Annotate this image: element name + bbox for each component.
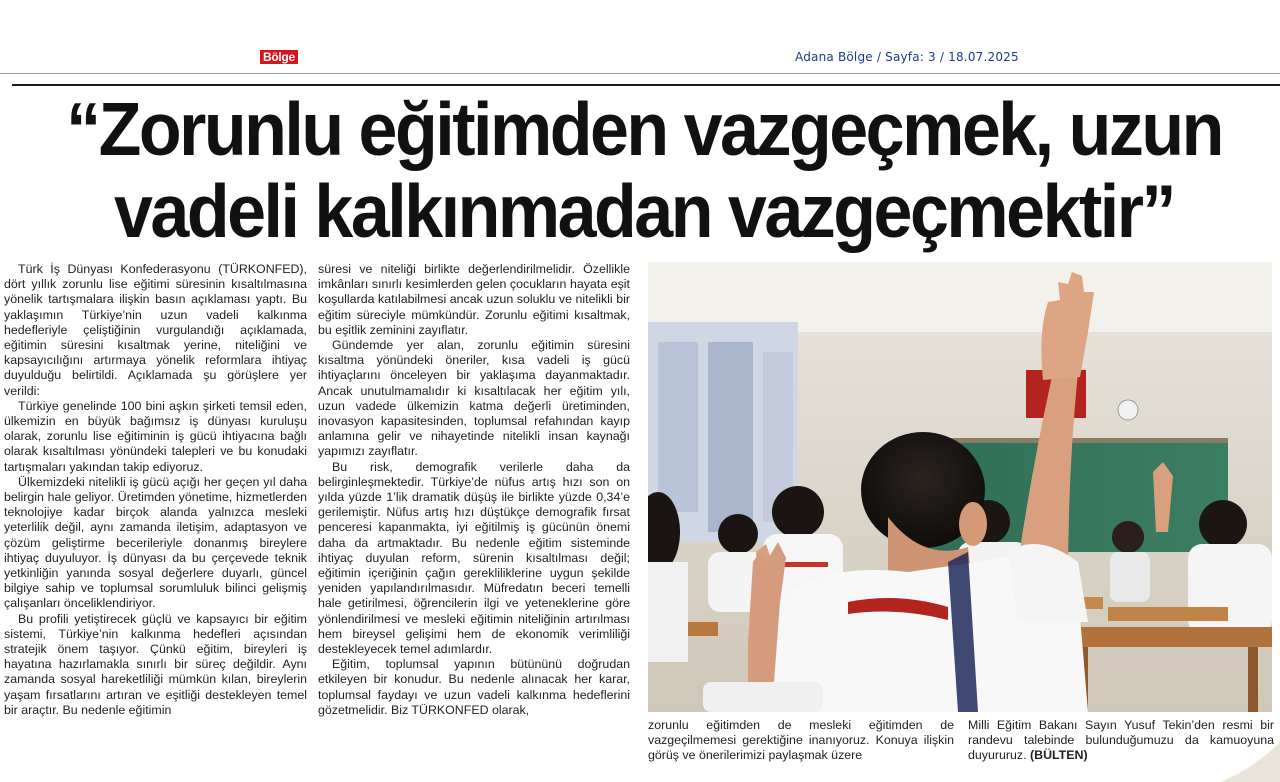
paragraph: Türkiye genelinde 100 bini aşkın şirketi temsil eden, ülkemizin en büyük bağımsız iş dünyası kuruluşu olarak, zorunlu lise eğitiminin iş gücü ihtiyacına bağlı olarak kısaltılması yönündeki talepleri ve bu konudaki tartışmaları yakından takip ediyoruz.	[4, 398, 307, 474]
issue-info: Adana Bölge / Sayfa: 3 / 18.07.2025	[795, 50, 1019, 64]
article-column-1	[4, 262, 307, 718]
header-rule	[0, 73, 1280, 74]
newspaper-logo: Bölge	[260, 50, 298, 64]
article-column-2	[318, 262, 630, 718]
closing-paragraph: Milli Eğitim Bakanı Sayın Yusuf Tekin’den resmi bir randevu talebinde bulunduğumuzu da kamuoyuna duyururuz.	[968, 718, 1274, 763]
paragraph: Ülkemizdeki nitelikli iş gücü açığı her geçen yıl daha belirgin hale geliyor. Üretimden yönetime, hizmetlerden teknolojiye kadar birçok alanda yalnızca mesleki yeterlilik değil, aynı zamanda iletişim, adaptasyon ve çözüm geliştirme becerileriyle donanmış bireylere ihtiyaç duyuluyor. İş dünyası da bu çerçevede teknik yetkinliğin yanında sosyal değerlere duyarlı, güncel bilgiye sahip ve toplumsal sorumluluk bilinci gelişmiş çalışanları önceliklendiriyor.	[4, 474, 307, 611]
headline-rule	[12, 84, 1280, 86]
paragraph: Bu risk, demografik verilerle daha da belirginleşmektedir. Türkiye’de nüfus artış hızı son on yılda yüzde 1’lik dramatik düşüş ile birlikte yüzde 0,34’e gerilemiştir. Nüfus artış hızı düştükçe demografik fırsat penceresi kapanmakta, iyi eğitilmiş iş gücünün önemi daha da artmaktadır. Bu nedenle eğitim sisteminde ihtiyaç duyulan reform, sürenin kısaltılması değil; eğitimin içeriğinin çağın gerekliliklerine uygun şekilde yeniden yapılandırılmasıdır. Müfredatın beceri temelli hale getirilmesi, öğrencilerin ilgi ve yeteneklerine göre yönlendirilmesi ve mesleki eğitimin niteliğinin artırılması hem bireysel gelişimi hem de ekonomik verimliliği destekleyecek temel adımlardır.	[318, 459, 630, 657]
classroom-photo	[648, 262, 1272, 712]
paragraph: Gündemde yer alan, zorunlu eğitimin süresini kısaltma yönündeki öneriler, kısa vadeli iş gücü ihtiyaçlarını önceleyen bir yaklaşıma dayanmaktadır. Ancak unutulmamalıdır ki kısaltılacak her eğitim yılı, uzun vadede ülkemizin katma değerli üretiminden, inovasyon kapasitesinden, toplumsal refahından kayıp anlamına gelir ve nihayetinde nitelikli insan kaynağı yapımızı zayıflatır.	[318, 338, 630, 459]
paragraph: Eğitim, toplumsal yapının bütününü doğrudan etkileyen bir konudur. Bu nedenle alınacak her karar, toplumsal faydayı ve uzun vadeli kalkınma hedeflerini gözetmelidir. Biz TÜRKONFED olarak,	[318, 657, 630, 717]
article-headline: “Zorunlu eğitimden vazgeçmek, uzun vadeli kalkınmadan vazgeçmektir”	[66, 86, 1222, 254]
paragraph: Bu profili yetiştirecek güçlü ve kapsayıcı bir eğitim sistemi, Türkiye’nin kalkınma hedefleri açısından stratejik önem taşıyor. Çünkü eğitim, bireyleri iş hayatına hazırlamakla sınırlı bir süreç değildir. Aynı zamanda sosyal hareketliliği mümkün kılan, bireylerin yaşam fırsatlarını artıran ve eşitliği destekleyen temel bir araçtır. Bu nedenle eğitimin	[4, 611, 307, 717]
paragraph: Türk İş Dünyası Konfederasyonu (TÜRKONFED), dört yıllık zorunlu lise eğitimi süresinin kısaltılmasına yönelik tartışmalara ilişkin basın açıklaması yaptı. Bu yaklaşımın Türkiye’nin uzun vadeli kalkınma hedefleriyle çeliştiğinin vurgulandığı açıklamada, eğitimin süresini kısaltmak yerine, niteliğini ve kapsayıcılığını artırmaya yönelik reformlara ihtiyaç duyulduğu belirtildi. Açıklamada şu görüşlere yer verildi:	[4, 262, 307, 398]
page-header	[0, 0, 1280, 74]
page-curl-decoration	[1220, 742, 1280, 782]
article-bottom-left: zorunlu eğitimden de mesleki eğitimden de vazgeçilmemesi gerektiğine inanıyoruz. Konuya ilişkin görüş ve önerilerimizi paylaşmak üzere	[648, 718, 954, 763]
paragraph: süresi ve niteliği birlikte değerlendirilmelidir. Özellikle imkânları sınırlı kesimlerden gelen çocukların hayata eşit koşullarda katılabilmesi ancak uzun soluklu ve nitelikli bir eğitim süreciyle mümkündür. Zorunlu eğitimi kısaltmak, bu eşitlik zeminini zayıflatır.	[318, 262, 630, 337]
source-signoff: (BÜLTEN)	[1030, 748, 1088, 763]
